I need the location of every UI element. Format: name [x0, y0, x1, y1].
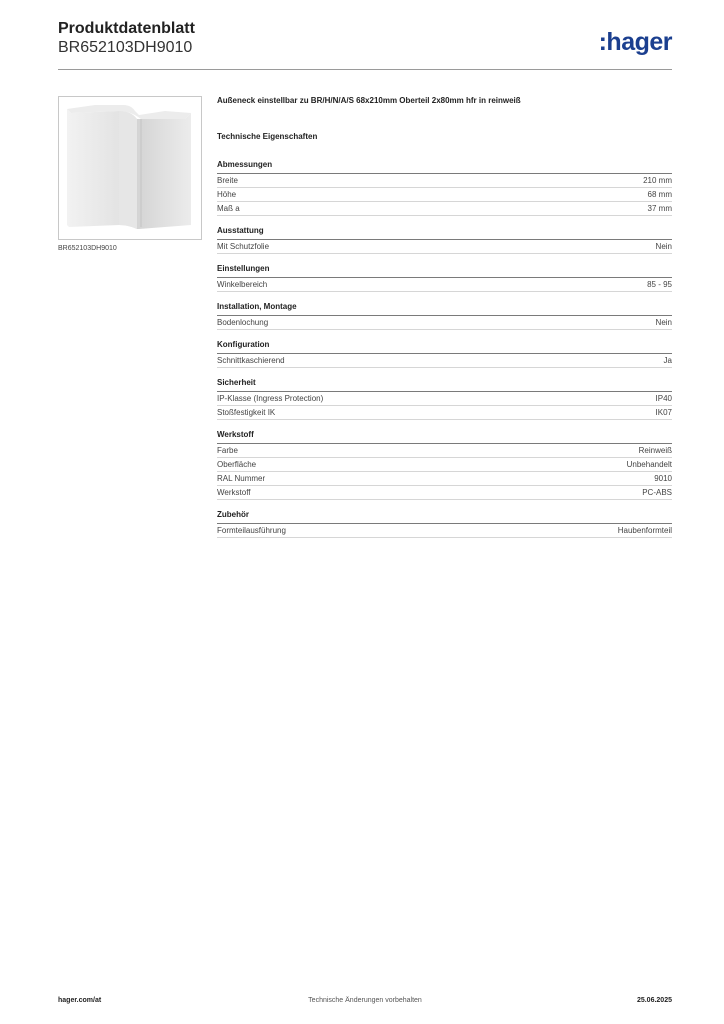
spec-label: IP-Klasse (Ingress Protection) [217, 394, 324, 403]
spec-group [217, 510, 672, 538]
spec-row [217, 444, 672, 458]
spec-group [217, 264, 672, 292]
spec-label: Farbe [217, 446, 238, 455]
spec-row [217, 458, 672, 472]
spec-value: 37 mm [647, 204, 672, 213]
spec-label: RAL Nummer [217, 474, 266, 483]
spec-group [217, 378, 672, 420]
spec-label: Oberfläche [217, 460, 257, 469]
spec-content [217, 96, 672, 548]
spec-group [217, 160, 672, 216]
spec-row [217, 316, 672, 330]
header-divider [58, 69, 672, 70]
spec-value: 85 - 95 [647, 280, 672, 289]
spec-label: Höhe [217, 190, 237, 199]
footer-note: Technische Änderungen vorbehalten [308, 997, 422, 1004]
spec-label: Winkelbereich [217, 280, 268, 289]
spec-row [217, 188, 672, 202]
spec-row [217, 486, 672, 500]
spec-label: Mit Schutzfolie [217, 242, 270, 251]
spec-row [217, 354, 672, 368]
spec-group [217, 430, 672, 500]
product-description: Außeneck einstellbar zu BR/H/N/A/S 68x210mm Oberteil 2x80mm hfr in reinweiß [217, 96, 521, 105]
spec-group [217, 302, 672, 330]
article-number: BR652103DH9010 [58, 39, 193, 56]
spec-group [217, 340, 672, 368]
page-header [58, 20, 672, 70]
spec-label: Formteilausführung [217, 526, 286, 535]
corner-piece-illustration [59, 97, 201, 239]
spec-value: Unbehandelt [626, 460, 672, 469]
spec-row [217, 174, 672, 188]
spec-label: Stoßfestigkeit IK [217, 408, 276, 417]
spec-group-title: Werkstoff [217, 430, 672, 444]
footer-website-link[interactable]: hager.com/at [58, 997, 102, 1004]
spec-value: Haubenformteil [617, 526, 672, 535]
spec-group-title: Abmessungen [217, 160, 672, 174]
spec-value: IP40 [655, 394, 672, 403]
spec-group-title: Zubehör [217, 510, 672, 524]
image-caption: BR652103DH9010 [58, 245, 117, 252]
product-image [58, 96, 202, 240]
spec-group-title: Sicherheit [217, 378, 672, 392]
footer-date: 25.06.2025 [636, 997, 672, 1004]
spec-label: Bodenlochung [217, 318, 269, 327]
spec-label: Schnittkaschierend [217, 356, 285, 365]
spec-row [217, 392, 672, 406]
spec-group-title: Ausstattung [217, 226, 672, 240]
spec-group-title: Konfiguration [217, 340, 672, 354]
spec-row [217, 202, 672, 216]
spec-value: 210 mm [643, 176, 672, 185]
spec-value: Ja [663, 356, 672, 365]
spec-value: IK07 [655, 408, 672, 417]
spec-row [217, 278, 672, 292]
spec-row [217, 240, 672, 254]
spec-value: Reinweiß [638, 446, 672, 455]
section-heading: Technische Eigenschaften [217, 132, 318, 141]
spec-group-title: Einstellungen [217, 264, 672, 278]
page-title: Produktdatenblatt [58, 20, 195, 37]
hager-logo: :hager [598, 28, 672, 56]
spec-value: PC-ABS [642, 488, 672, 497]
spec-value: Nein [655, 318, 672, 327]
spec-value: Nein [655, 242, 672, 251]
spec-row [217, 472, 672, 486]
spec-row [217, 524, 672, 538]
spec-group-title: Installation, Montage [217, 302, 672, 316]
spec-value: 68 mm [647, 190, 672, 199]
spec-label: Werkstoff [217, 488, 251, 497]
spec-groups [217, 160, 672, 538]
spec-label: Maß a [217, 204, 240, 213]
spec-value: 9010 [654, 474, 672, 483]
spec-group [217, 226, 672, 254]
spec-row [217, 406, 672, 420]
spec-label: Breite [217, 176, 238, 185]
